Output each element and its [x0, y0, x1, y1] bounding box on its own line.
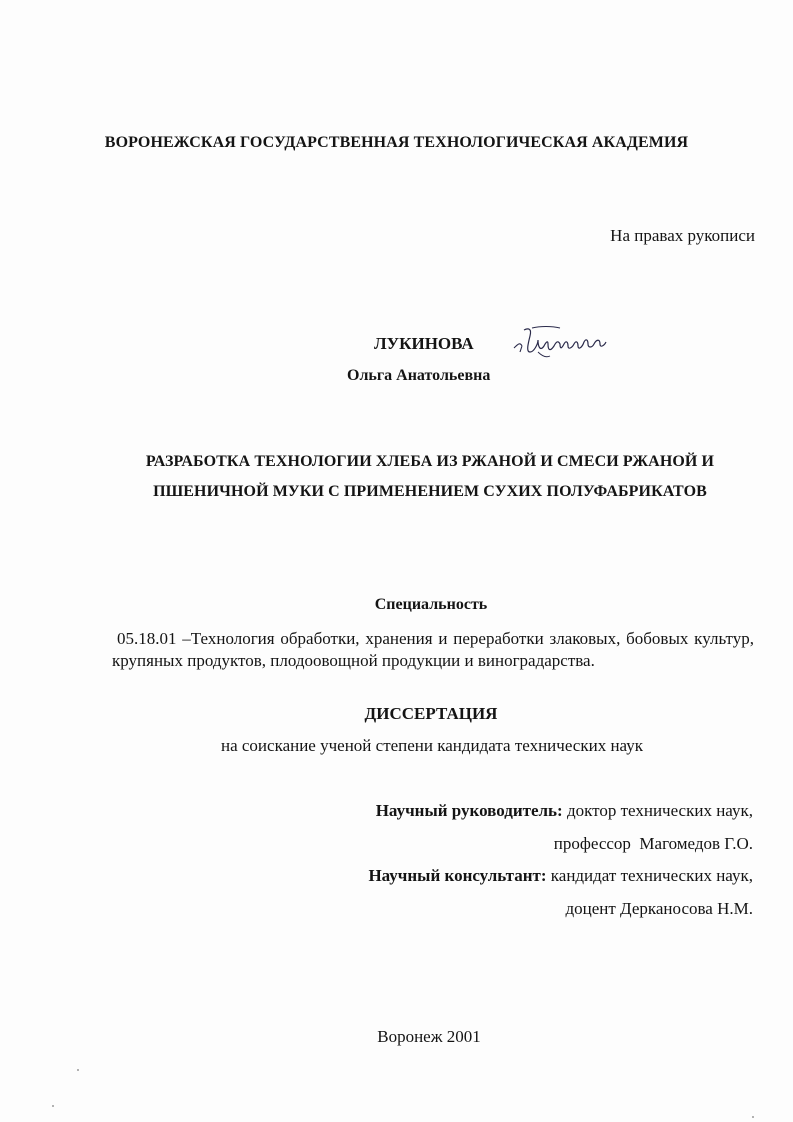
specialty-text: 05.18.01 –Технология обработки, хранения и переработки злаковых, бобовых культур, крупяных продуктов, плодоовощной продукции и виноградарства. [112, 629, 754, 670]
author-full-name: Ольга Анатольевна [347, 367, 491, 384]
supervisor-label: Научный руководитель: [375, 801, 563, 820]
consultant-label: Научный консультант: [368, 866, 547, 885]
dissertation-title-line-1: РАЗРАБОТКА ТЕХНОЛОГИИ ХЛЕБА ИЗ РЖАНОЙ И СМЕСИ РЖАНОЙ И [145, 453, 715, 470]
consultant-name: доцент Дерканосова Н.М. [565, 899, 753, 918]
rights-note: На правах рукописи [610, 226, 755, 245]
dissertation-purpose: на соискание ученой степени кандидата технических наук [220, 736, 643, 755]
author-surname: ЛУКИНОВА [374, 334, 474, 353]
supervisor-degree: доктор технических наук, [562, 801, 753, 820]
consultant-degree: кандидат технических наук, [546, 866, 753, 885]
scan-speck [77, 1069, 79, 1071]
organization-heading: ВОРОНЕЖСКАЯ ГОСУДАРСТВЕННАЯ ТЕХНОЛОГИЧЕСКАЯ АКАДЕМИЯ [104, 134, 689, 151]
city-year: Воронеж 2001 [377, 1027, 481, 1046]
supervisor-line [376, 801, 753, 821]
scan-speck [752, 1116, 754, 1118]
specialty-label: Специальность [374, 596, 488, 613]
dissertation-label: ДИССЕРТАЦИЯ [364, 704, 498, 723]
consultant-line [368, 866, 753, 886]
supervisor-name: профессор Магомедов Г.О. [553, 834, 753, 853]
author-signature [508, 322, 612, 362]
scan-speck [52, 1105, 54, 1107]
dissertation-title-line-2: ПШЕНИЧНОЙ МУКИ С ПРИМЕНЕНИЕМ СУХИХ ПОЛУФАБРИКАТОВ [153, 483, 707, 500]
